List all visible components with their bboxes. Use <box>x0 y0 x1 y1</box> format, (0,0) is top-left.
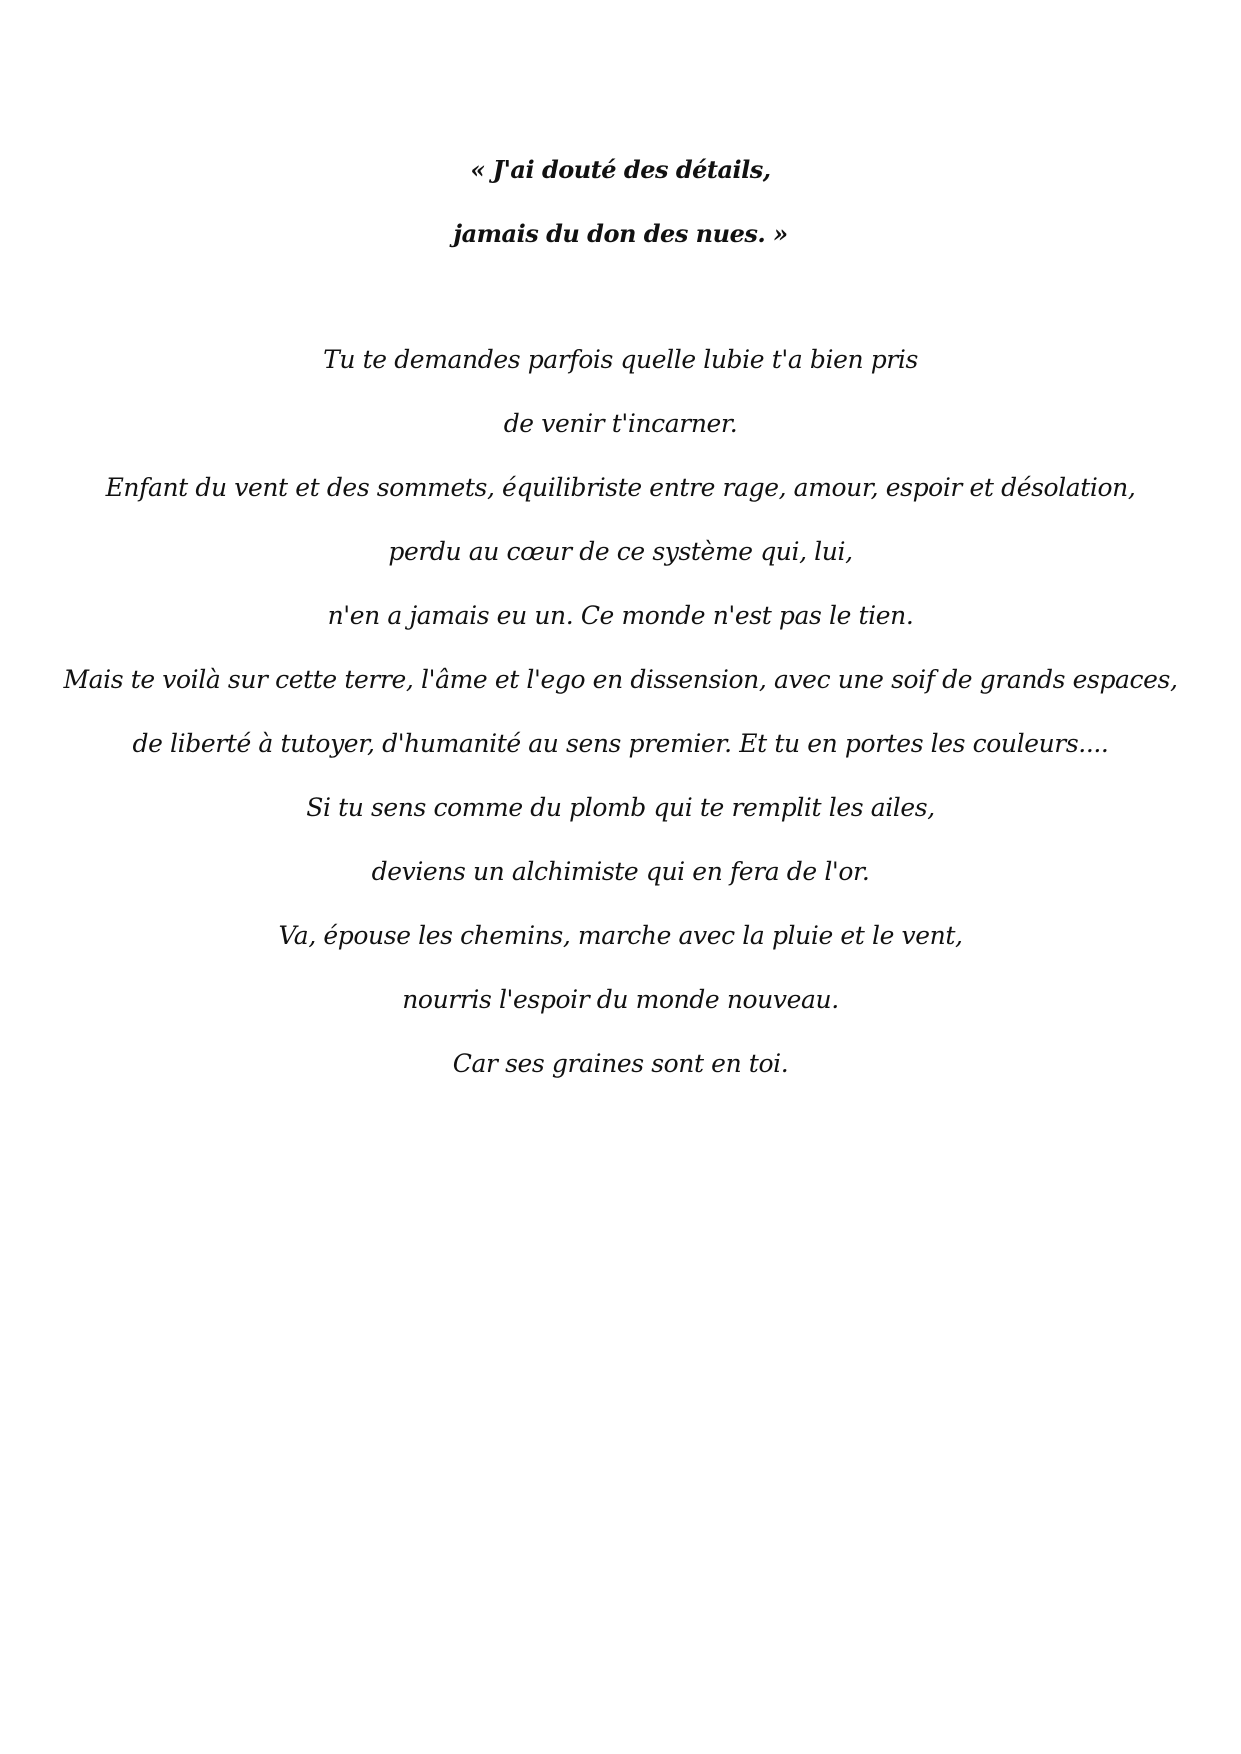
poem-body <box>0 328 1241 1096</box>
poem-line: Va, épouse les chemins, marche avec la pluie et le vent, <box>278 921 963 950</box>
poem-line: nourris l'espoir du monde nouveau. <box>402 985 839 1014</box>
epigraph <box>0 138 1241 266</box>
poem-line: de liberté à tutoyer, d'humanité au sens premier. Et tu en portes les couleurs.... <box>132 729 1109 758</box>
poem-line: deviens un alchimiste qui en fera de l'or. <box>371 857 870 886</box>
poem-line: Tu te demandes parfois quelle lubie t'a bien pris <box>323 345 918 374</box>
poem-line: perdu au cœur de ce système qui, lui, <box>388 537 853 566</box>
epigraph-line: « J'ai douté des détails, <box>470 155 771 184</box>
poem-line: de venir t'incarner. <box>503 409 738 438</box>
poem-line: n'en a jamais eu un. Ce monde n'est pas le tien. <box>327 601 914 630</box>
poem-line: Mais te voilà sur cette terre, l'âme et l'ego en dissension, avec une soif de grands espaces, <box>63 665 1178 694</box>
poem-line: Si tu sens comme du plomb qui te remplit les ailes, <box>306 793 935 822</box>
poem-line: Car ses graines sont en toi. <box>452 1049 789 1078</box>
poem-line: Enfant du vent et des sommets, équilibriste entre rage, amour, espoir et désolation, <box>105 473 1136 502</box>
epigraph-line: jamais du don des nues. » <box>453 219 788 248</box>
